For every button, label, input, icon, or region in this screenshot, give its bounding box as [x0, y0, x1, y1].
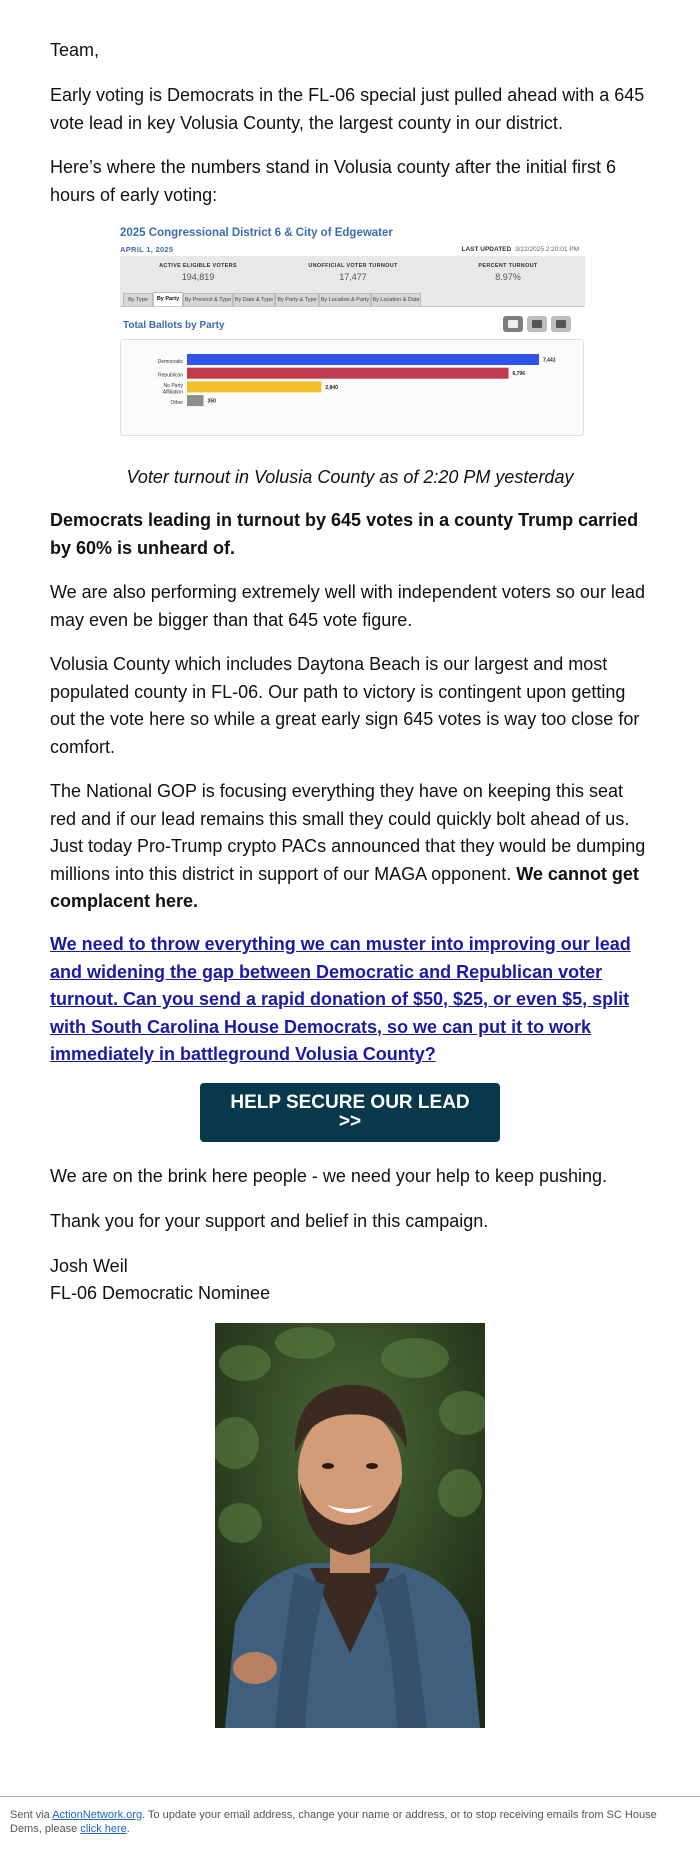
- paragraph-donate-ask: [50, 931, 650, 1069]
- bar-other: [187, 395, 204, 406]
- tab-by-location-party: By Location & Party: [319, 293, 371, 307]
- unsubscribe-link[interactable]: click here: [80, 1823, 127, 1835]
- tab-by-type: By Type: [123, 293, 153, 307]
- donate-link[interactable]: We need to throw everything we can muster into improving our lead and widening the gap between Democratic and Republican voter turnout. Can you send a rapid donation of $50, $25, or even $5, split with South Carolina House Democrats, so we can put it to work immediately in battleground Volusia County?: [50, 934, 631, 1064]
- actionnetwork-link[interactable]: ActionNetwork.org: [52, 1809, 143, 1821]
- stat-label: ACTIVE ELIGIBLE VOTERS: [159, 263, 237, 269]
- stat-voter-turnout: [278, 263, 428, 282]
- chart-title: Total Ballots by Party: [123, 320, 225, 331]
- footer-divider: [0, 1796, 700, 1797]
- dashboard-date: APRIL 1, 2025: [120, 245, 174, 254]
- footer-middle: . To update your email address, change your name or address, or to stop receiving emails from SC House Dems, please: [10, 1809, 657, 1835]
- category-label: Other: [170, 400, 183, 407]
- stat-value: 8.97%: [495, 272, 521, 282]
- paragraph-bold-lead: Democrats leading in turnout by 645 votes in a county Trump carried by 60% is unheard of.: [50, 510, 639, 558]
- paragraph-brink: We are on the brink here people - we need your help to keep pushing.: [50, 1166, 608, 1186]
- category-label: Republican: [157, 372, 183, 379]
- bar-no-party-affiliation: [187, 381, 321, 392]
- tab-by-date-type: By Date & Type: [233, 293, 275, 307]
- value-label: 6,796: [512, 371, 526, 378]
- paragraph-gop: [50, 778, 650, 916]
- turnout-dashboard-image: [120, 221, 585, 436]
- bar-democratic: [187, 354, 539, 365]
- stat-percent-turnout: [433, 263, 583, 282]
- value-label: 7,441: [543, 357, 556, 364]
- gop-text: The National GOP is focusing everything they have on keeping this seat red and if our lead remains this small they could quickly bolt ahead of us. Just today Pro-Trump crypto PACs announced that they would be dumping millions into this district in support of our MAGA opponent.: [50, 781, 646, 884]
- category-label: Democratic: [157, 359, 183, 365]
- help-secure-lead-button[interactable]: [200, 1083, 500, 1142]
- signature-name: Josh Weil: [50, 1256, 128, 1276]
- signature-title: FL-06 Democratic Nominee: [50, 1283, 271, 1303]
- gop-bold-text: We cannot get complacent here.: [50, 863, 639, 911]
- candidate-photo: [215, 1323, 485, 1728]
- category-label: Affiliation: [162, 389, 183, 396]
- paragraph-volusia: Volusia County which includes Daytona Beach is our largest and most populated county in FL-06. Our path to victory is contingent upon getting out the vote here so while a great early sign 645 votes is way too close for comfort.: [50, 654, 640, 757]
- stat-eligible-voters: [123, 263, 273, 282]
- stat-value: 194,819: [181, 272, 215, 282]
- stat-label: PERCENT TURNOUT: [478, 263, 538, 269]
- paragraph-thanks: Thank you for your support and belief in this campaign.: [50, 1211, 489, 1231]
- cta-arrows: >>: [338, 1111, 362, 1132]
- chart-area: [120, 339, 584, 436]
- bar-chart-icon: [503, 316, 523, 332]
- bar-republican: [187, 368, 508, 379]
- candidate-portrait-illustration: [215, 1323, 485, 1728]
- value-label: 350: [207, 398, 216, 405]
- paragraph-independents: We are also performing extremely well with independent voters so our lead may even be bigger than that 645 vote figure.: [50, 582, 645, 630]
- value-label: 2,840: [325, 384, 338, 391]
- tab-by-party: By Party: [153, 292, 183, 308]
- category-label: No Party: [163, 382, 183, 389]
- dashboard-last-updated: [462, 246, 580, 253]
- bar-chart: [121, 340, 583, 435]
- table-icon: [551, 316, 571, 332]
- footer-prefix: Sent via: [10, 1809, 53, 1821]
- image-caption: Voter turnout in Volusia County as of 2:20 PM yesterday: [126, 467, 574, 487]
- paragraph-numbers-intro: Here’s where the numbers stand in Volusia county after the initial first 6 hours of early voting:: [50, 157, 616, 205]
- tab-by-precinct-type: By Precinct & Type: [183, 293, 233, 307]
- last-updated-value: 3/22/2025 2:20:01 PM: [515, 246, 579, 253]
- tab-divider: [120, 306, 585, 307]
- dashboard-title: 2025 Congressional District 6 & City of Edgewater: [120, 227, 393, 239]
- pie-chart-icon: [527, 316, 547, 332]
- last-updated-label: LAST UPDATED: [461, 246, 512, 253]
- paragraph-lead: Early voting is Democrats in the FL-06 special just pulled ahead with a 645 vote lead in key Volusia County, the largest county in our district.: [50, 85, 645, 133]
- stat-label: UNOFFICIAL VOTER TURNOUT: [308, 263, 398, 269]
- footer-suffix: .: [126, 1823, 130, 1835]
- greeting: Team,: [50, 40, 100, 60]
- tab-by-location-date: By Location & Date: [371, 293, 421, 307]
- dashboard-tabs: [120, 291, 585, 307]
- tab-by-party-type: By Party & Type: [275, 293, 319, 307]
- stat-value: 17,477: [339, 272, 367, 282]
- cta-label: HELP SECURE OUR LEAD: [230, 1092, 470, 1113]
- email-footer: [10, 1808, 670, 1836]
